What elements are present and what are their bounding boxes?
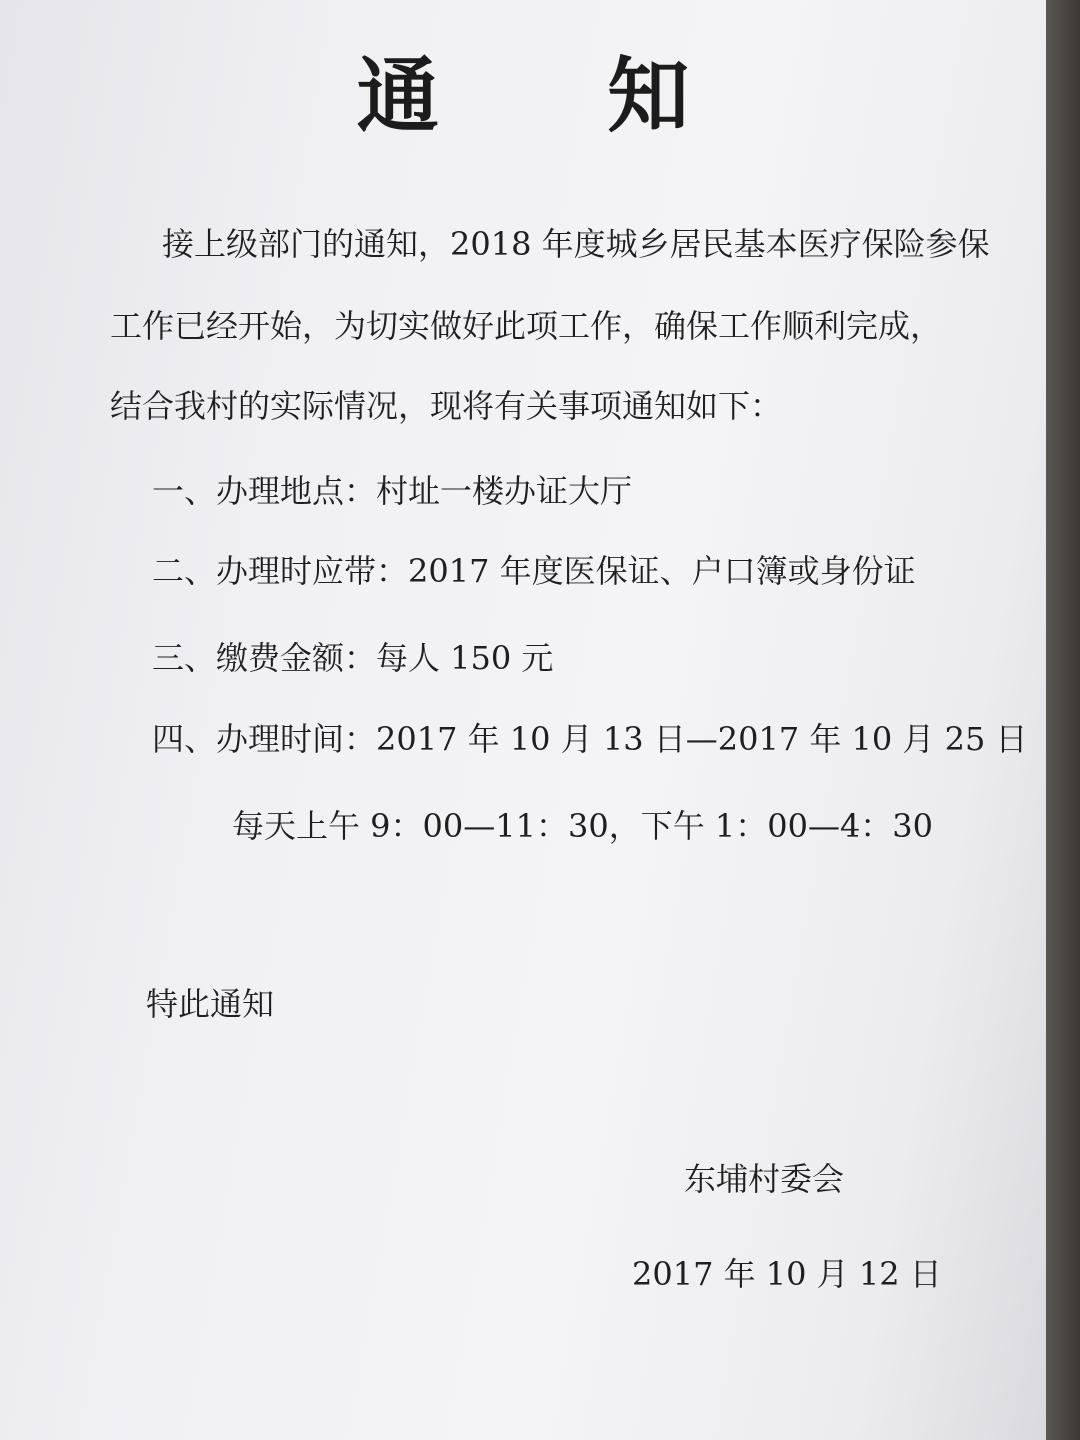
item-daily-hours: 每天上午 9：00—11：30，下午 1：00—4：30 [232, 807, 934, 845]
signatory: 东埔村委会 [684, 1160, 845, 1198]
intro-line-3: 结合我村的实际情况，现将有关事项通知如下： [110, 387, 783, 425]
item-documents: 二、办理时应带：2017 年度医保证、户口簿或身份证 [152, 552, 916, 590]
item-fee: 三、缴费金额：每人 150 元 [152, 639, 554, 677]
intro-line-1: 接上级部门的通知，2018 年度城乡居民基本医疗保险参保 [162, 225, 990, 263]
notice-date: 2017 年 10 月 12 日 [632, 1255, 942, 1293]
closing-text: 特此通知 [146, 985, 275, 1023]
notice-title: 通 知 [356, 48, 760, 144]
item-location: 一、办理地点：村址一楼办证大厅 [152, 472, 633, 510]
desk-background [1046, 0, 1080, 1440]
intro-line-2: 工作已经开始，为切实做好此项工作，确保工作顺利完成， [110, 307, 943, 345]
item-period: 四、办理时间：2017 年 10 月 13 日—2017 年 10 月 25 日 [152, 720, 1028, 758]
